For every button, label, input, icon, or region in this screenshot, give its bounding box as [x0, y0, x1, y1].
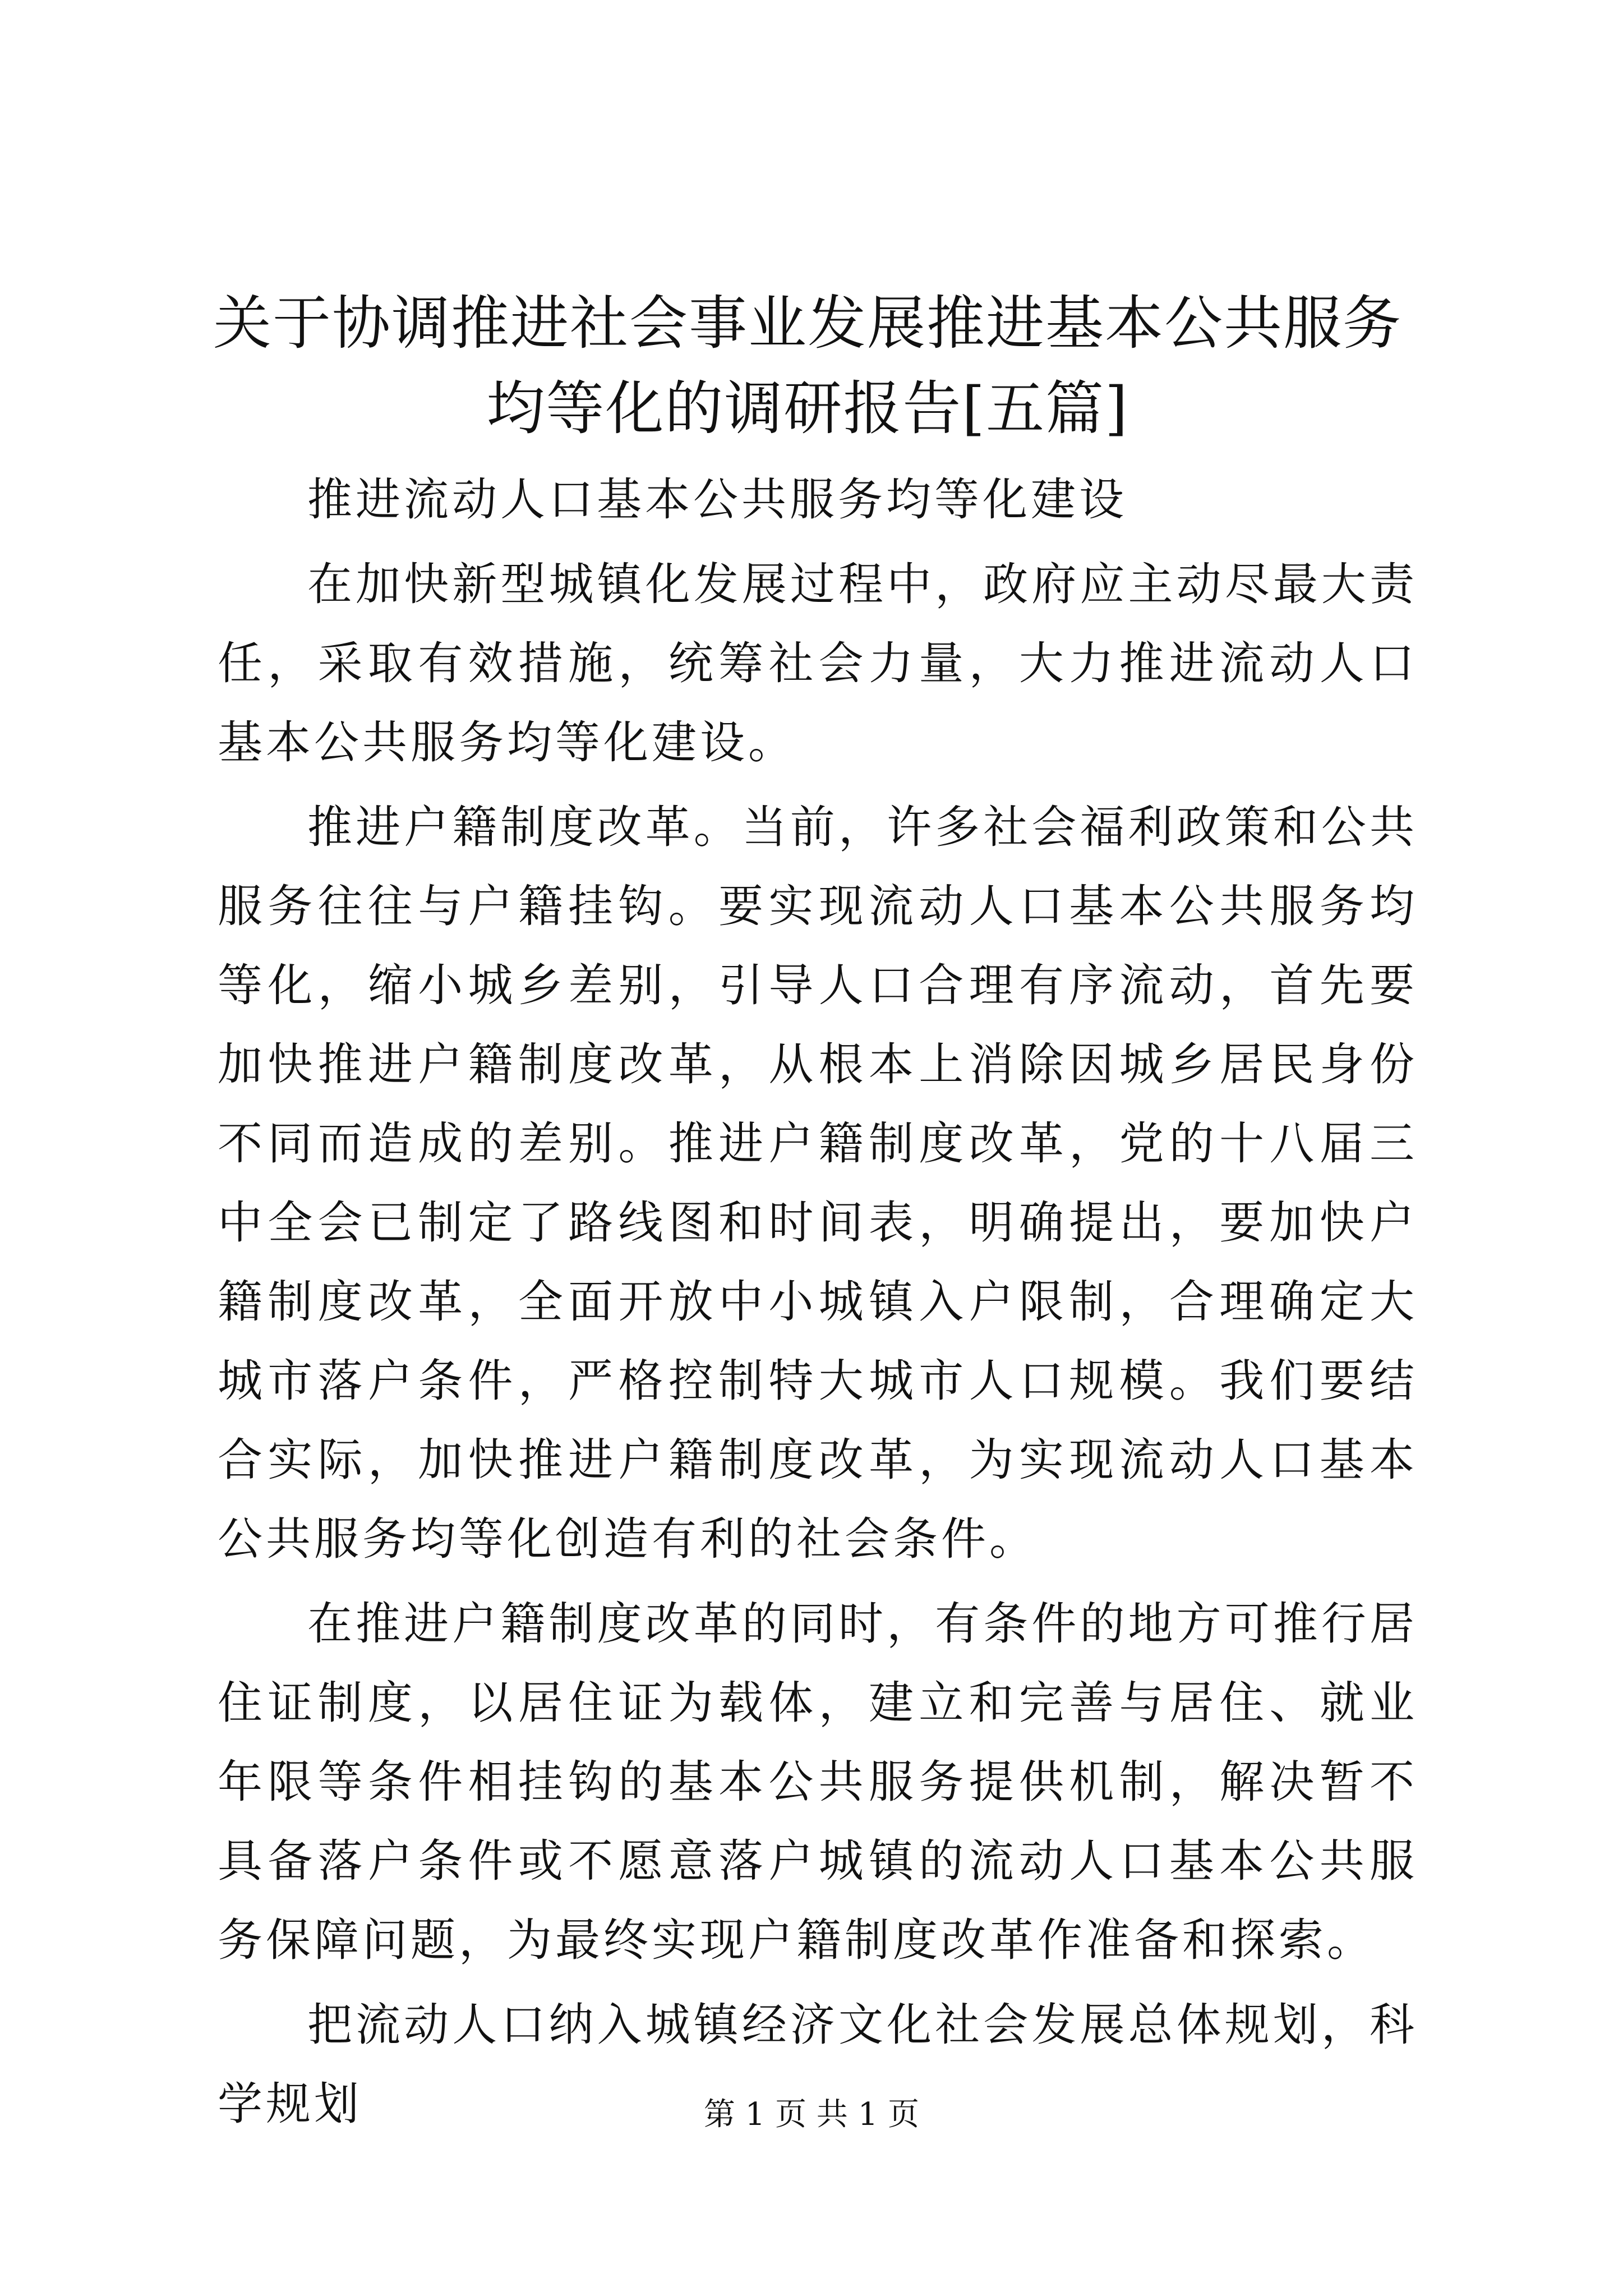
paragraph-1: 在加快新型城镇化发展过程中，政府应主动尽最大责任，采取有效措施，统筹社会力量，大力推进流动人口基本公共服务均等化建设。	[218, 558, 1418, 769]
paragraph-3: 在推进户籍制度改革的同时，有条件的地方可推行居住证制度，以居住证为载体，建立和完善与居住、就业年限等条件相挂钩的基本公共服务提供机制，解决暂不具备落户条件或不愿意落户城镇的流动人口基本公共服务保障问题，为最终实现户籍制度改革作准备和探索。	[218, 1598, 1418, 1966]
title-line-1: 关于协调推进社会事业发展推进基本公共服务	[213, 289, 1402, 357]
document-body	[218, 460, 1418, 2149]
title-line-2: 均等化的调研报告[五篇]	[486, 374, 1129, 443]
paragraph-4: 把流动人口纳入城镇经济文化社会发展总体规划，科学规划	[218, 1999, 1418, 2130]
document-title	[202, 280, 1413, 451]
paragraph-2: 推进户籍制度改革。当前，许多社会福利政策和公共服务往往与户籍挂钩。要实现流动人口基本公共服务均等化，缩小城乡差别，引导人口合理有序流动，首先要加快推进户籍制度改革，从根本上消除因城乡居民身份不同而造成的差别。推进户籍制度改革，党的十八届三中全会已制定了路线图和时间表，明确提出，要加快户籍制度改革，全面开放中小城镇入户限制，合理确定大城市落户条件，严格控制特大城市人口规模。我们要结合实际，加快推进户籍制度改革，为实现流动人口基本公共服务均等化创造有利的社会条件。	[218, 801, 1418, 1565]
page-footer: 第 1 页 共 1 页	[703, 2096, 920, 2133]
paragraph-subheading: 推进流动人口基本公共服务均等化建设	[307, 473, 1127, 526]
